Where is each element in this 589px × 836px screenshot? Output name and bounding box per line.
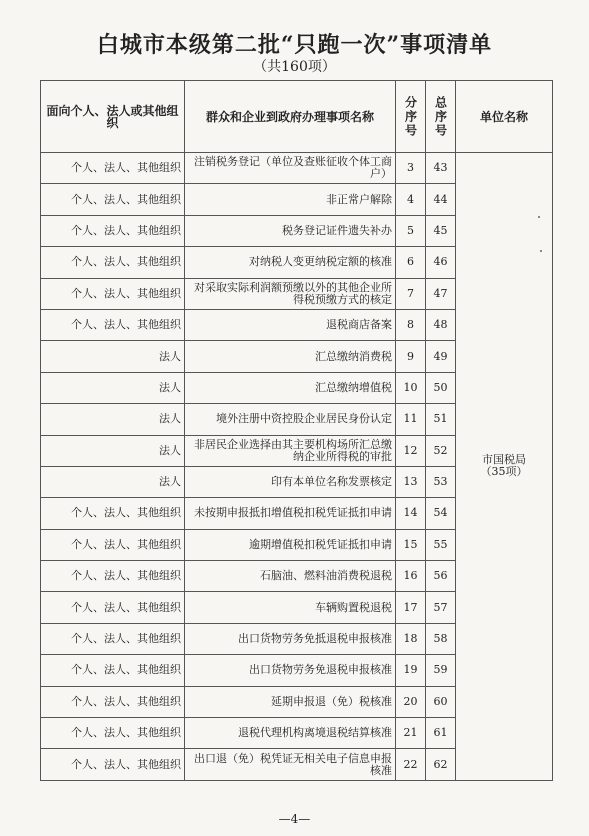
scan-mark <box>538 216 540 218</box>
row-total-seq: 49 <box>426 341 456 372</box>
row-sub-seq: 17 <box>396 592 426 623</box>
row-total-seq: 61 <box>426 718 456 749</box>
row-sub-seq: 19 <box>396 655 426 686</box>
row-total-seq: 53 <box>426 466 456 497</box>
row-total-seq: 55 <box>426 529 456 560</box>
row-sub-seq: 20 <box>396 686 426 717</box>
row-total-seq: 56 <box>426 561 456 592</box>
header-target: 面向个人、法人或其他组织 <box>41 81 185 153</box>
row-total-seq: 51 <box>426 404 456 435</box>
row-total-seq: 60 <box>426 686 456 717</box>
row-target: 个人、法人、其他组织 <box>41 592 185 623</box>
row-target: 个人、法人、其他组织 <box>41 686 185 717</box>
header-total-seq: 总序号 <box>426 81 456 153</box>
row-item-name: 石脑油、燃料油消费税退税 <box>185 561 396 592</box>
row-item-name: 非居民企业选择由其主要机构场所汇总缴纳企业所得税的审批 <box>185 435 396 466</box>
row-sub-seq: 22 <box>396 749 426 780</box>
row-target: 个人、法人、其他组织 <box>41 184 185 215</box>
row-item-name: 出口货物劳务免抵退税申报核准 <box>185 623 396 654</box>
row-sub-seq: 9 <box>396 341 426 372</box>
header-unit: 单位名称 <box>456 81 553 153</box>
row-item-name: 车辆购置税退税 <box>185 592 396 623</box>
row-target: 个人、法人、其他组织 <box>41 153 185 184</box>
row-item-name: 汇总缴纳增值税 <box>185 372 396 403</box>
row-target: 法人 <box>41 466 185 497</box>
row-target: 个人、法人、其他组织 <box>41 655 185 686</box>
row-item-name: 出口货物劳务免退税申报核准 <box>185 655 396 686</box>
row-total-seq: 46 <box>426 247 456 278</box>
row-sub-seq: 6 <box>396 247 426 278</box>
row-item-name: 汇总缴纳消费税 <box>185 341 396 372</box>
row-target: 法人 <box>41 404 185 435</box>
row-total-seq: 57 <box>426 592 456 623</box>
row-target: 个人、法人、其他组织 <box>41 749 185 780</box>
header-name: 群众和企业到政府办理事项名称 <box>185 81 396 153</box>
row-sub-seq: 14 <box>396 498 426 529</box>
row-item-name: 非正常户解除 <box>185 184 396 215</box>
row-target: 个人、法人、其他组织 <box>41 623 185 654</box>
row-target: 个人、法人、其他组织 <box>41 718 185 749</box>
row-total-seq: 58 <box>426 623 456 654</box>
row-target: 个人、法人、其他组织 <box>41 215 185 246</box>
row-sub-seq: 4 <box>396 184 426 215</box>
row-total-seq: 52 <box>426 435 456 466</box>
row-sub-seq: 21 <box>396 718 426 749</box>
row-target: 个人、法人、其他组织 <box>41 278 185 309</box>
row-item-name: 注销税务登记（单位及查账征收个体工商户） <box>185 153 396 184</box>
row-target: 个人、法人、其他组织 <box>41 247 185 278</box>
row-total-seq: 59 <box>426 655 456 686</box>
row-sub-seq: 16 <box>396 561 426 592</box>
row-total-seq: 44 <box>426 184 456 215</box>
header-sub-seq: 分序号 <box>396 81 426 153</box>
row-target: 个人、法人、其他组织 <box>41 529 185 560</box>
row-sub-seq: 3 <box>396 153 426 184</box>
row-item-name: 逾期增值税扣税凭证抵扣申请 <box>185 529 396 560</box>
row-item-name: 退税商店备案 <box>185 309 396 340</box>
row-target: 个人、法人、其他组织 <box>41 498 185 529</box>
table-row <box>41 153 553 184</box>
row-target: 个人、法人、其他组织 <box>41 309 185 340</box>
row-target: 法人 <box>41 435 185 466</box>
row-item-name: 税务登记证件遗失补办 <box>185 215 396 246</box>
items-table <box>40 80 553 781</box>
row-total-seq: 43 <box>426 153 456 184</box>
row-item-name: 未按期申报抵扣增值税扣税凭证抵扣申请 <box>185 498 396 529</box>
row-total-seq: 50 <box>426 372 456 403</box>
unit-cell <box>456 153 553 781</box>
row-total-seq: 54 <box>426 498 456 529</box>
row-item-name: 退税代理机构离境退税结算核准 <box>185 718 396 749</box>
scan-mark <box>540 250 542 252</box>
row-item-name: 对采取实际利润额预缴以外的其他企业所得税预缴方式的核定 <box>185 278 396 309</box>
row-sub-seq: 8 <box>396 309 426 340</box>
row-item-name: 境外注册中资控股企业居民身份认定 <box>185 404 396 435</box>
row-sub-seq: 12 <box>396 435 426 466</box>
row-target: 个人、法人、其他组织 <box>41 561 185 592</box>
row-sub-seq: 15 <box>396 529 426 560</box>
page-title: 白城市本级第二批“只跑一次”事项清单 <box>96 32 493 58</box>
row-sub-seq: 11 <box>396 404 426 435</box>
unit-count: （35项） <box>480 465 528 479</box>
row-item-name: 出口退（免）税凭证无相关电子信息申报核准 <box>185 749 396 780</box>
row-sub-seq: 10 <box>396 372 426 403</box>
row-total-seq: 48 <box>426 309 456 340</box>
row-sub-seq: 18 <box>396 623 426 654</box>
row-item-name: 延期申报退（免）税核准 <box>185 686 396 717</box>
row-item-name: 对纳税人变更纳税定额的核准 <box>185 247 396 278</box>
row-item-name: 印有本单位名称发票核定 <box>185 466 396 497</box>
table-header-row <box>41 81 553 153</box>
unit-name: 市国税局 <box>482 453 526 467</box>
row-target: 法人 <box>41 372 185 403</box>
page-subtitle: （共160项） <box>253 59 336 75</box>
row-total-seq: 45 <box>426 215 456 246</box>
row-sub-seq: 7 <box>396 278 426 309</box>
row-sub-seq: 13 <box>396 466 426 497</box>
row-total-seq: 47 <box>426 278 456 309</box>
row-sub-seq: 5 <box>396 215 426 246</box>
page-number: —4— <box>278 812 311 826</box>
row-total-seq: 62 <box>426 749 456 780</box>
row-target: 法人 <box>41 341 185 372</box>
